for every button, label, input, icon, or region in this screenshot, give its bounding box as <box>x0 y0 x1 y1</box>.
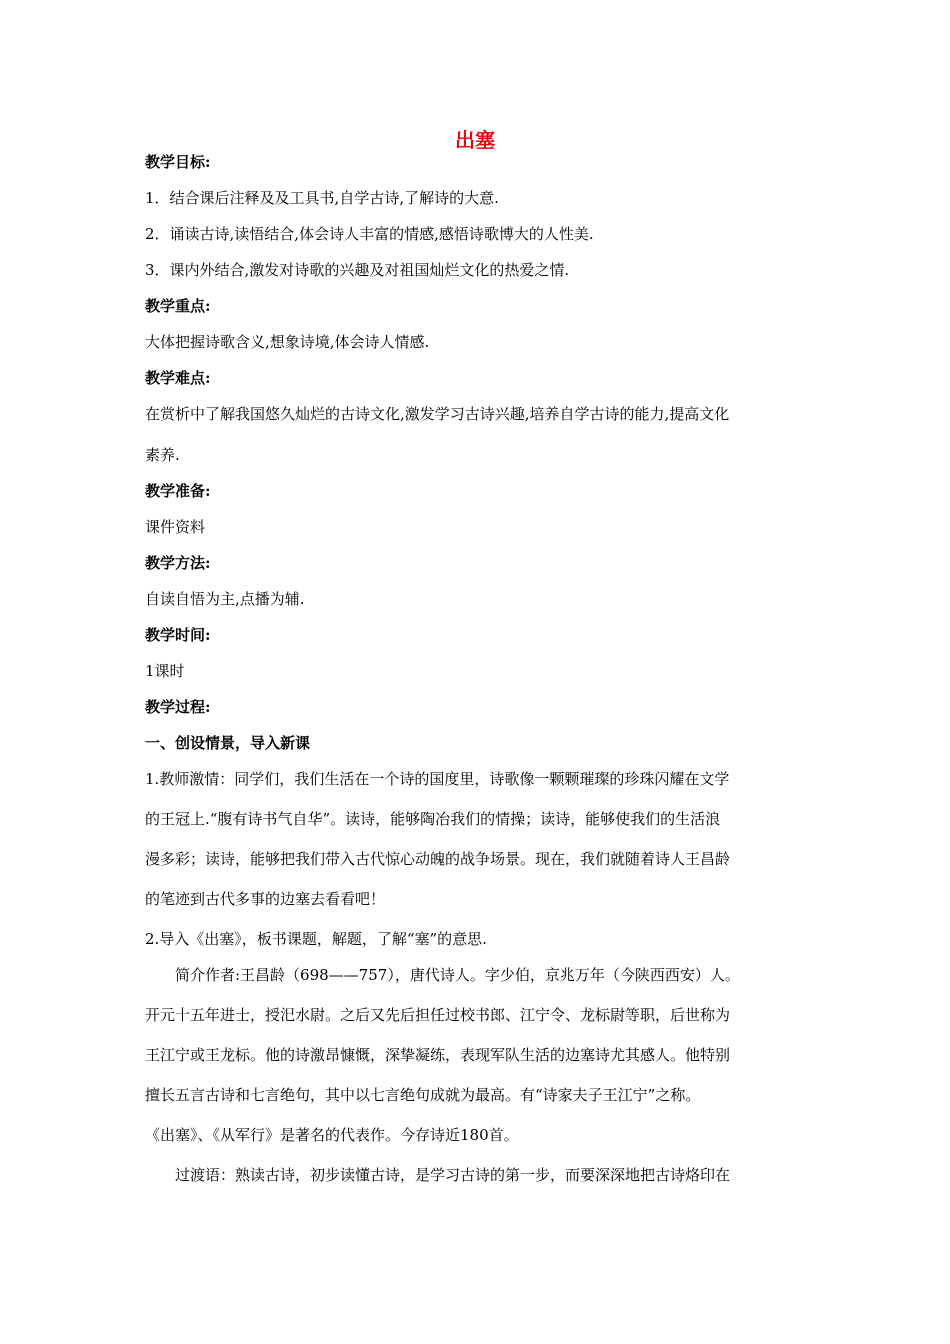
paragraph-line: 漫多彩；读诗，能够把我们带入古代惊心动魄的战争场景。现在，我们就随着诗人王昌龄 <box>145 850 731 868</box>
heading-time: 教学时间: <box>145 626 211 644</box>
difficulties-text-line-2: 素养. <box>145 446 180 464</box>
preparation-text: 课件资料 <box>145 518 206 536</box>
heading-process: 教学过程: <box>145 698 211 716</box>
author-intro-line: 《出塞》、《从军行》是著名的代表作。今存诗近180首。 <box>145 1126 519 1144</box>
heading-key-points: 教学重点: <box>145 297 211 315</box>
difficulties-text-line-1: 在赏析中了解我国悠久灿烂的古诗文化,激发学习古诗兴趣,培养自学古诗的能力,提高文化 <box>145 405 730 423</box>
page-title: 出塞 <box>455 128 495 152</box>
author-intro-line: 王江宁或王龙标。他的诗激昂慷慨，深挚凝练，表现军队生活的边塞诗尤其感人。他特别 <box>145 1046 731 1064</box>
time-text: 1课时 <box>145 662 185 680</box>
author-intro-line: 简介作者:王昌龄（698——757），唐代诗人。字少伯，京兆万年（今陕西西安）人。 <box>175 966 740 984</box>
methods-text: 自读自悟为主,点播为辅. <box>145 590 305 608</box>
paragraph-line: 的王冠上.“腹有诗书气自华”。读诗，能够陶冶我们的情操；读诗，能够使我们的生活浪 <box>145 810 721 828</box>
goal-item-3: 3．课内外结合,激发对诗歌的兴趣及对祖国灿烂文化的热爱之情. <box>145 261 570 279</box>
paragraph-line: 的笔迹到古代多事的边塞去看看吧！ <box>145 890 386 908</box>
goal-item-1: 1．结合课后注释及及工具书,自学古诗,了解诗的大意. <box>145 189 499 207</box>
author-intro-line: 擅长五言古诗和七言绝句，其中以七言绝句成就为最高。有“诗家夫子王江宁”之称。 <box>145 1086 701 1104</box>
section-heading-1: 一、创设情景，导入新课 <box>145 734 311 752</box>
paragraph-line: 2.导入《出塞》，板书课题，解题，了解“塞”的意思. <box>145 930 487 948</box>
goal-item-2: 2．诵读古诗,读悟结合,体会诗人丰富的情感,感悟诗歌博大的人性美. <box>145 225 594 243</box>
transition-line: 过渡语：熟读古诗，初步读懂古诗，是学习古诗的第一步，而要深深地把古诗烙印在 <box>175 1166 731 1184</box>
heading-methods: 教学方法: <box>145 554 211 572</box>
paragraph-line: 1.教师激情：同学们，我们生活在一个诗的国度里，诗歌像一颗颗璀璨的珍珠闪耀在文学 <box>145 770 730 788</box>
heading-goals: 教学目标: <box>145 153 211 171</box>
author-intro-line: 开元十五年进士，授汜水尉。之后又先后担任过校书郎、江宁令、龙标尉等职，后世称为 <box>145 1006 731 1024</box>
heading-preparation: 教学准备: <box>145 482 211 500</box>
heading-difficulties: 教学难点: <box>145 369 211 387</box>
key-points-text: 大体把握诗歌含义,想象诗境,体会诗人情感. <box>145 333 430 351</box>
